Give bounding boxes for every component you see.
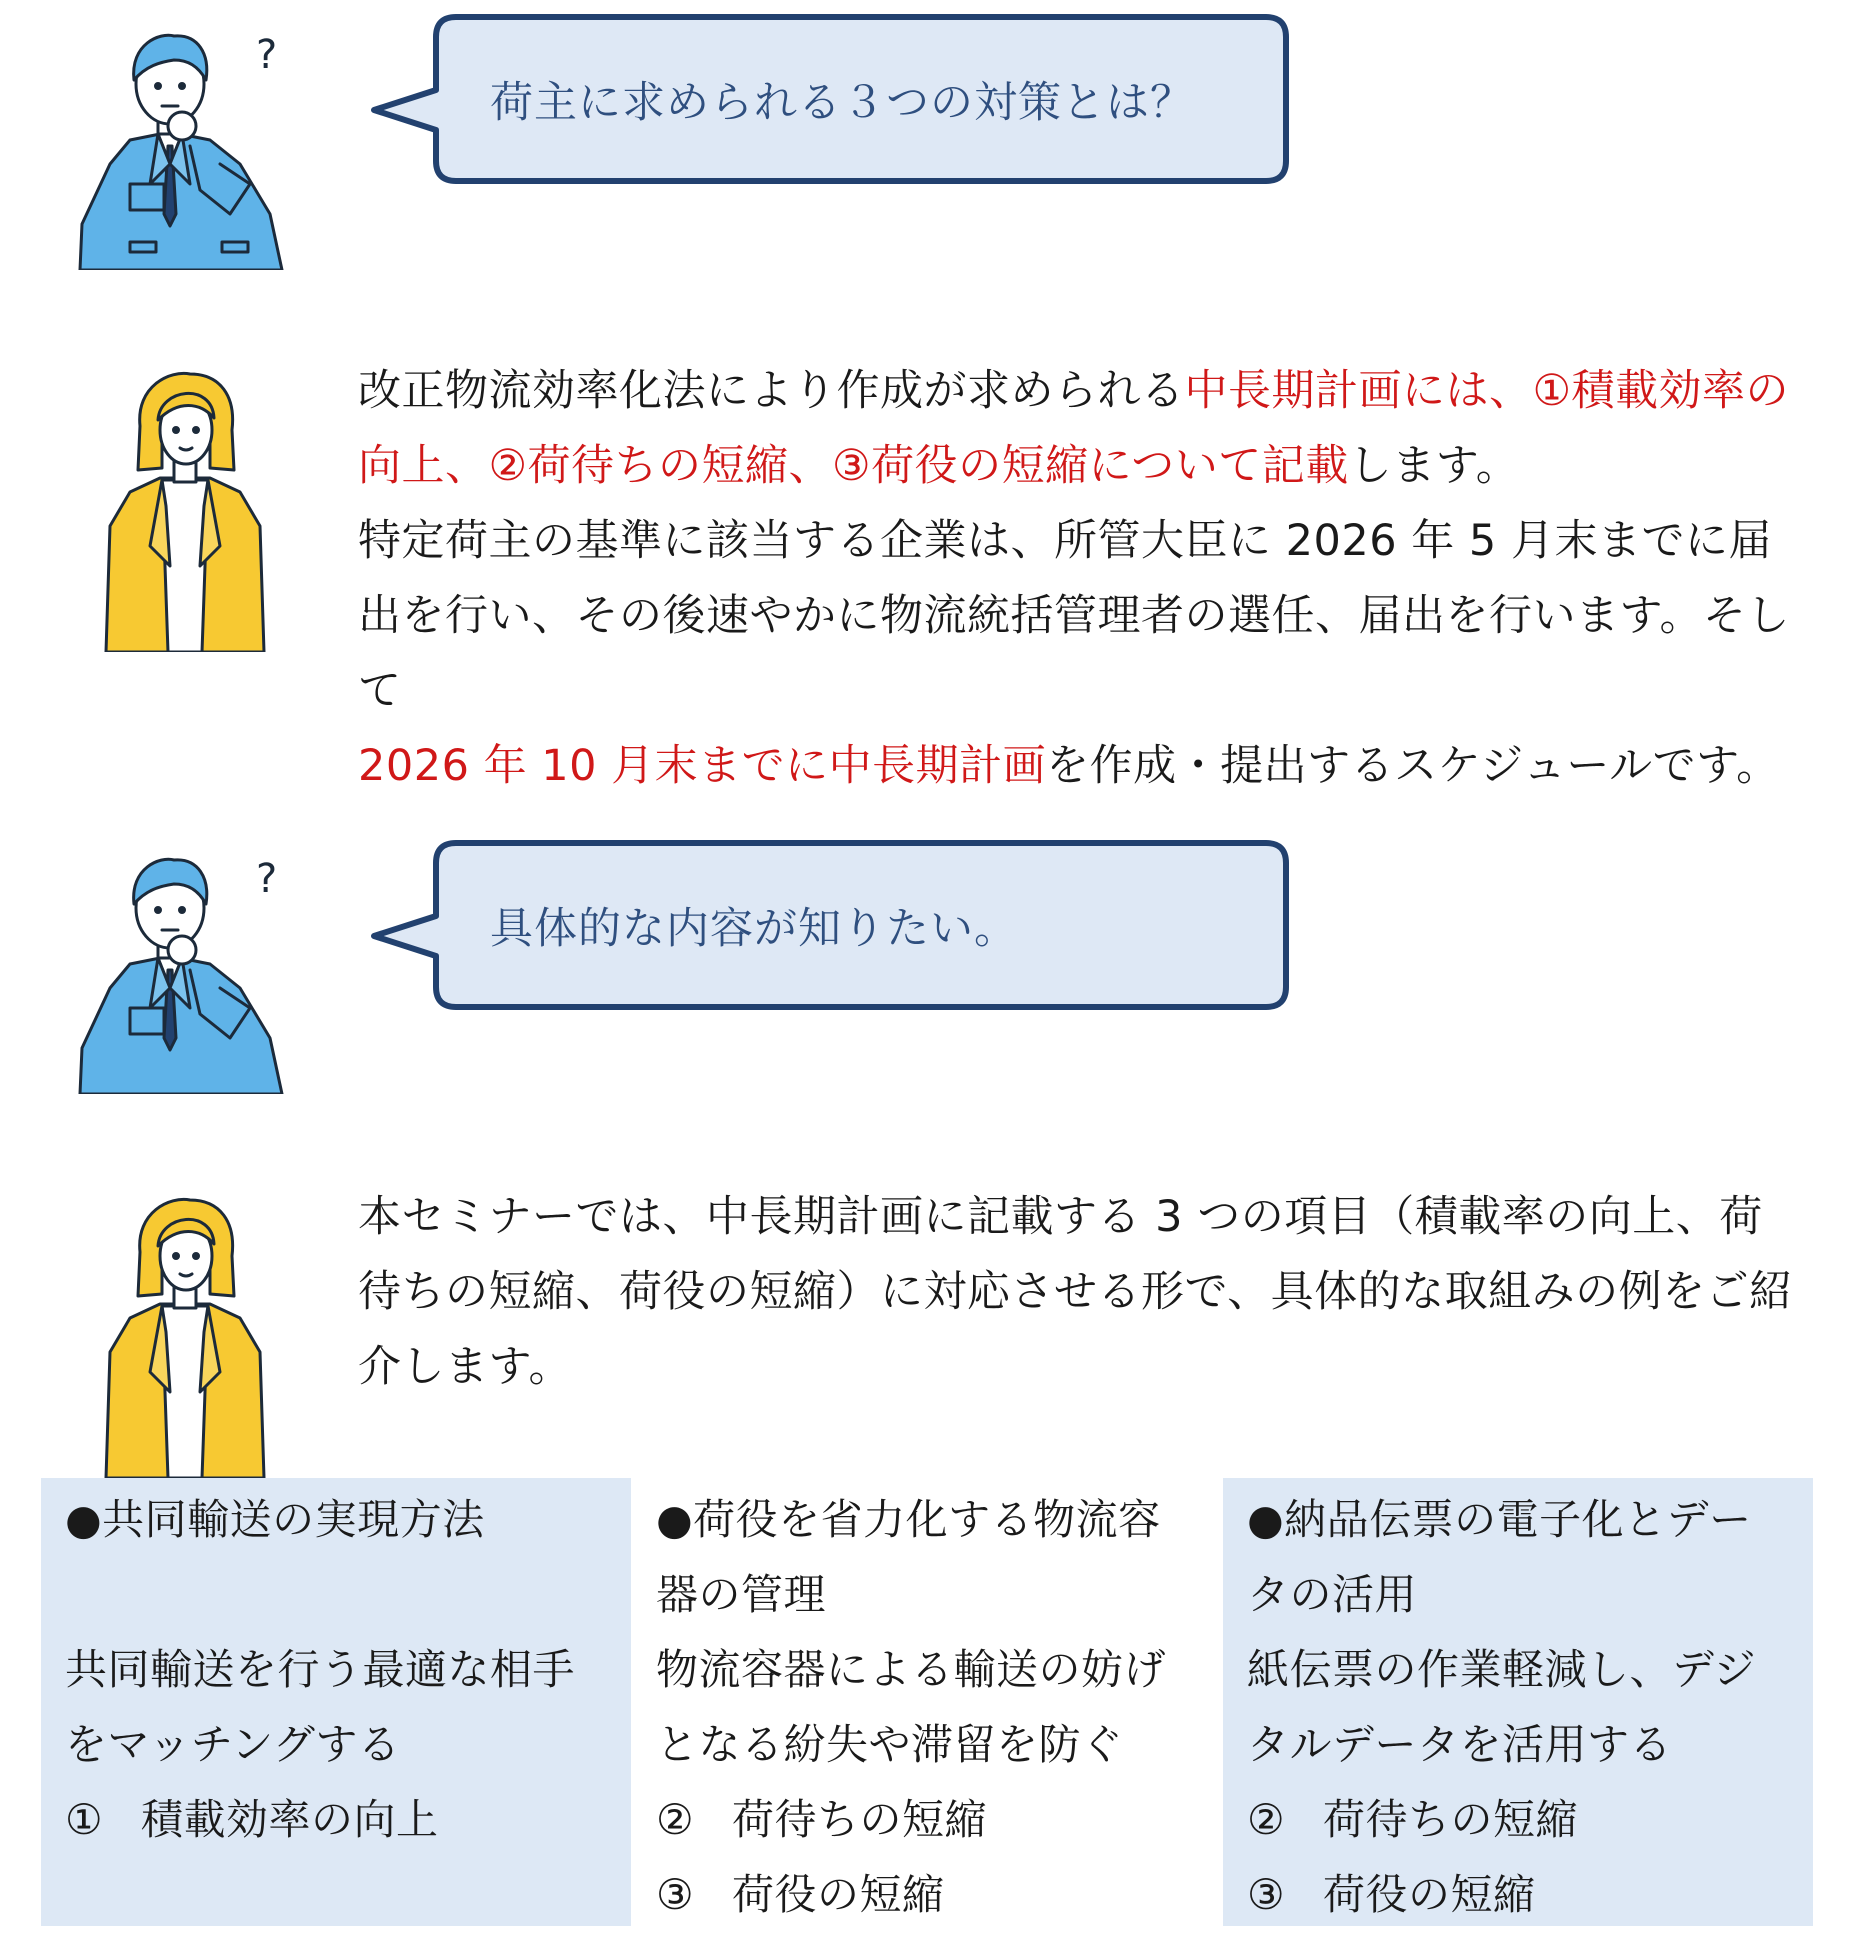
goal-label: 荷役の短縮 [1323, 1870, 1536, 1919]
woman-explaining-illustration [100, 366, 270, 652]
topic-goal-item [1247, 1857, 1789, 1932]
answer-paragraph-1 [358, 354, 1798, 804]
topic-description: 紙伝票の作業軽減し、デジタルデータを活用する [1247, 1645, 1757, 1769]
topic-card-joint-transport [41, 1478, 631, 1926]
question-mark-icon: ? [256, 856, 278, 902]
answer-2-text: 本セミナーでは、中長期計画に記載する 3 つの項目（積載率の向上、荷待ちの短縮、荷役の短縮）に対応させる形で、具体的な取組みの例をご紹介します。 [358, 1192, 1793, 1392]
goal-label: 積載効率の向上 [141, 1795, 439, 1844]
woman-explaining-illustration [100, 1192, 270, 1478]
goal-number: ③ [656, 1870, 695, 1919]
answer-1-highlight-1: 中長期計画には、①積載効率の向上、②荷待ちの短縮、③荷役の短縮について記載 [358, 366, 1790, 491]
goal-label: 荷役の短縮 [732, 1870, 945, 1919]
question-bubble-2 [370, 838, 1292, 1012]
topic-goal-item [1247, 1782, 1789, 1857]
question-text-1: 荷主に求められる３つの対策とは？ [490, 77, 1194, 128]
topic-title: ●共同輸送の実現方法 [65, 1495, 485, 1544]
topic-title: ●納品伝票の電子化とデータの活用 [1247, 1495, 1752, 1619]
topic-card-container-management [632, 1478, 1222, 1926]
topic-goal-item [65, 1782, 607, 1857]
man-thinking-illustration [70, 838, 300, 1094]
question-mark-icon: ? [256, 32, 278, 78]
goal-number: ② [1247, 1795, 1286, 1844]
topic-goal-item [656, 1782, 1198, 1857]
goal-label: 荷待ちの短縮 [1323, 1795, 1579, 1844]
answer-1-sentence-1-end: します。 [1348, 441, 1520, 491]
answer-1-highlight-2: 2026 年 10 月末までに中長期計画 [358, 741, 1047, 791]
answer-1-sentence-1: 改正物流効率化法により作成が求められる [358, 366, 1185, 416]
answer-1-sentence-2: 特定荷主の基準に該当する企業は、所管大臣に 2026 年 5 月末までに届出を行い、その後速やかに物流統括管理者の選任、届出を行います。そして [358, 516, 1791, 716]
topic-description: 物流容器による輸送の妨げとなる紛失や滞留を防ぐ [656, 1645, 1167, 1769]
man-thinking-illustration [70, 14, 300, 270]
topic-description: 共同輸送を行う最適な相手をマッチングする [65, 1645, 576, 1769]
question-bubble-1 [370, 12, 1292, 186]
question-text-2: 具体的な内容が知りたい。 [490, 903, 1018, 954]
goal-number: ① [65, 1795, 104, 1844]
answer-paragraph-2 [358, 1180, 1798, 1405]
goal-number: ② [656, 1795, 695, 1844]
topics-panel [41, 1478, 1813, 1926]
topic-card-digital-slips [1223, 1478, 1813, 1926]
answer-1-sentence-3-end: を作成・提出するスケジュールです。 [1046, 741, 1780, 791]
topic-title: ●荷役を省力化する物流容器の管理 [656, 1495, 1161, 1619]
topic-goal-item [656, 1857, 1198, 1932]
goal-label: 荷待ちの短縮 [732, 1795, 988, 1844]
goal-number: ③ [1247, 1870, 1286, 1919]
